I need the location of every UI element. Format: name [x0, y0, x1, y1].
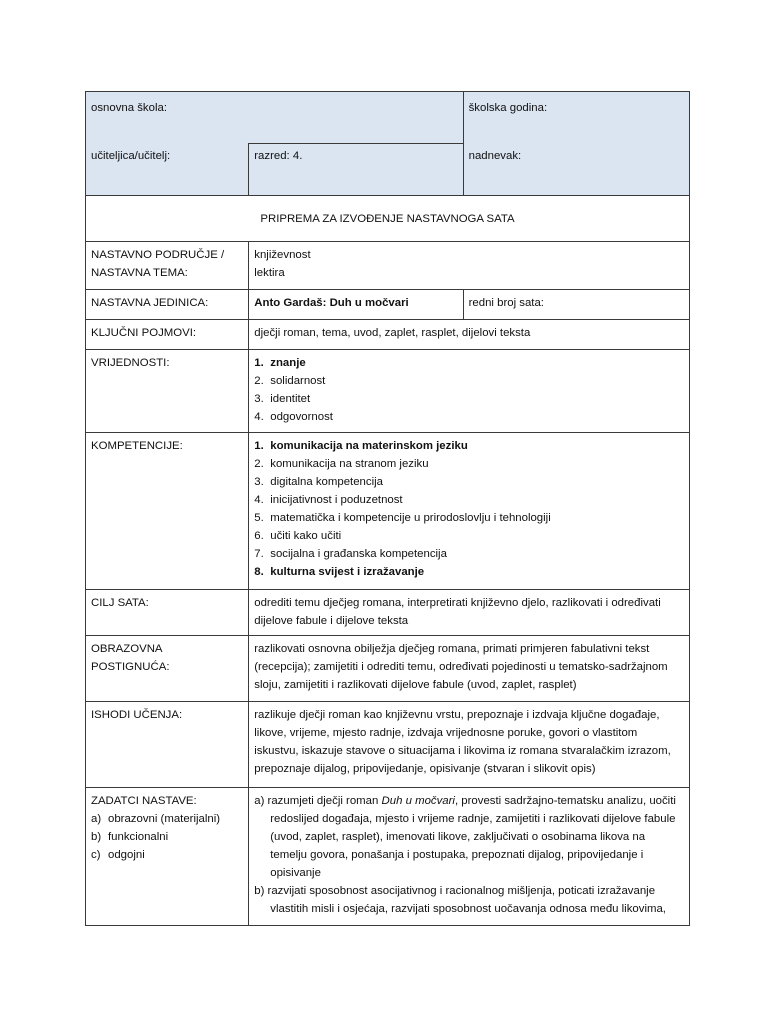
list-item: 5. matematička i kompetencije u prirodoslovlju i tehnologiji: [254, 512, 551, 524]
book-title: Duh u močvari: [381, 795, 455, 807]
list-item: 3. digitalna kompetencija: [254, 476, 383, 488]
list-item: 1. znanje: [254, 357, 306, 369]
lesson-plan-table: [85, 91, 690, 926]
task-types-list: [91, 810, 243, 864]
header-row-teacher: [86, 144, 690, 196]
unit-row: [86, 290, 690, 320]
competences-cell: [249, 433, 690, 590]
title-row: [86, 196, 690, 242]
outcomes-row: [86, 702, 690, 788]
date-cell: [463, 144, 689, 196]
values-label: VRIJEDNOSTI:: [86, 350, 249, 433]
goal-row: [86, 590, 690, 636]
year-cell: [463, 92, 689, 144]
list-item: 4. inicijativnost i poduzetnost: [254, 494, 403, 506]
task-b-text: b) razvijati sposobnost asocijativnog i racionalnog mišljenja, poticati izražavanje vlastitih misli i osjećaja, razvijati sposobnost uočavanja odnosa među likovima,: [254, 885, 666, 915]
key-terms-row: [86, 320, 690, 350]
area-row: [86, 242, 690, 290]
tasks-label-cell: [86, 788, 249, 926]
area-label: [86, 242, 249, 290]
values-row: [86, 350, 690, 433]
area-label-line2: NASTAVNA TEMA:: [91, 267, 188, 279]
values-list: [254, 354, 684, 426]
achievements-label: OBRAZOVNA POSTIGNUĆA:: [86, 636, 249, 702]
competences-label: KOMPETENCIJE:: [86, 433, 249, 590]
list-item: 6. učiti kako učiti: [254, 530, 342, 542]
competences-list: [254, 437, 684, 581]
page-title: PRIPREMA ZA IZVOĐENJE NASTAVNOGA SATA: [86, 196, 690, 242]
tasks-cell: [249, 788, 690, 926]
area-value: [249, 242, 690, 290]
area-value-line2: lektira: [254, 267, 285, 279]
grade-cell: [249, 144, 463, 196]
unit-value: Anto Gardaš: Duh u močvari: [249, 290, 463, 320]
teacher-label: učiteljica/učitelj:: [91, 149, 171, 162]
list-item: c) odgojni: [91, 849, 145, 861]
key-terms-value: dječji roman, tema, uvod, zaplet, rasplet, dijelovi teksta: [249, 320, 690, 350]
list-item: 2. solidarnost: [254, 375, 326, 387]
list-item: 8. kulturna svijest i izražavanje: [254, 566, 425, 578]
values-cell: [249, 350, 690, 433]
teacher-cell: [86, 144, 249, 196]
outcomes-value: razlikuje dječji roman kao književnu vrstu, prepoznaje i izdvaja ključne događaje, likove, vrijeme, mjesto radnje, izdvaja vrijednosne poruke, govori o vlastitom iskustvu, iskazuje stavove o situacijama i likovima iz romana stvaralačkim izrazom, prepoznaje dijalog, pripovijedanje, opisivanje (stvaran i slikovit opis): [249, 702, 690, 788]
list-item: 4. odgovornost: [254, 411, 333, 423]
list-item: 2. komunikacija na stranom jeziku: [254, 458, 429, 470]
goal-label: CILJ SATA:: [86, 590, 249, 636]
school-label: osnovna škola:: [91, 102, 167, 114]
year-label: školska godina:: [468, 102, 548, 114]
list-item: b) funkcionalni: [91, 831, 169, 843]
area-label-line1: NASTAVNO PODRUČJE /: [91, 249, 225, 261]
grade-label: razred: 4.: [254, 150, 303, 162]
outcomes-label: ISHODI UČENJA:: [86, 702, 249, 788]
list-item: 3. identitet: [254, 393, 311, 405]
tasks-label: ZADATCI NASTAVE:: [91, 795, 197, 807]
list-item: 1. komunikacija na materinskom jeziku: [254, 440, 468, 452]
lesson-number-label: redni broj sata:: [463, 290, 689, 320]
list-item: 7. socijalna i građanska kompetencija: [254, 548, 447, 560]
achievements-value: razlikovati osnovna obilježja dječjeg romana, primati primjeren fabulativni tekst (recepcija); zamijetiti i odrediti temu, određivati pojedinosti u tematsko-sadržajnom sloju, zamijetiti i razlikovati dijelove fabule (uvod, zaplet, rasplet): [249, 636, 690, 702]
school-cell: [86, 92, 464, 144]
date-label: nadnevak:: [468, 149, 522, 162]
competences-row: [86, 433, 690, 590]
area-value-line1: književnost: [254, 249, 311, 261]
tasks-row: [86, 788, 690, 926]
key-terms-label: KLJUČNI POJMOVI:: [86, 320, 249, 350]
achievements-row: [86, 636, 690, 702]
task-a-text: a) razumjeti dječji roman Duh u močvari, provesti sadržajno-tematsku analizu, uočiti redoslijed događaja, mjesto i vrijeme radnje, zamijetiti i razlikovati dijelove fabule (uvod, zaplet, rasplet), imenovati likove, zaključivati o osobinama likova na temelju govora, ponašanja i postupaka, prepoznati dijalog, pripovijedanje i opisivanje: [254, 795, 676, 879]
header-row-school: [86, 92, 690, 144]
goal-value: odrediti temu dječjeg romana, interpretirati književno djelo, razlikovati i određivati dijelove fabule i dijelove teksta: [249, 590, 690, 636]
list-item: a) obrazovni (materijalni): [91, 813, 221, 825]
unit-label: NASTAVNA JEDINICA:: [86, 290, 249, 320]
